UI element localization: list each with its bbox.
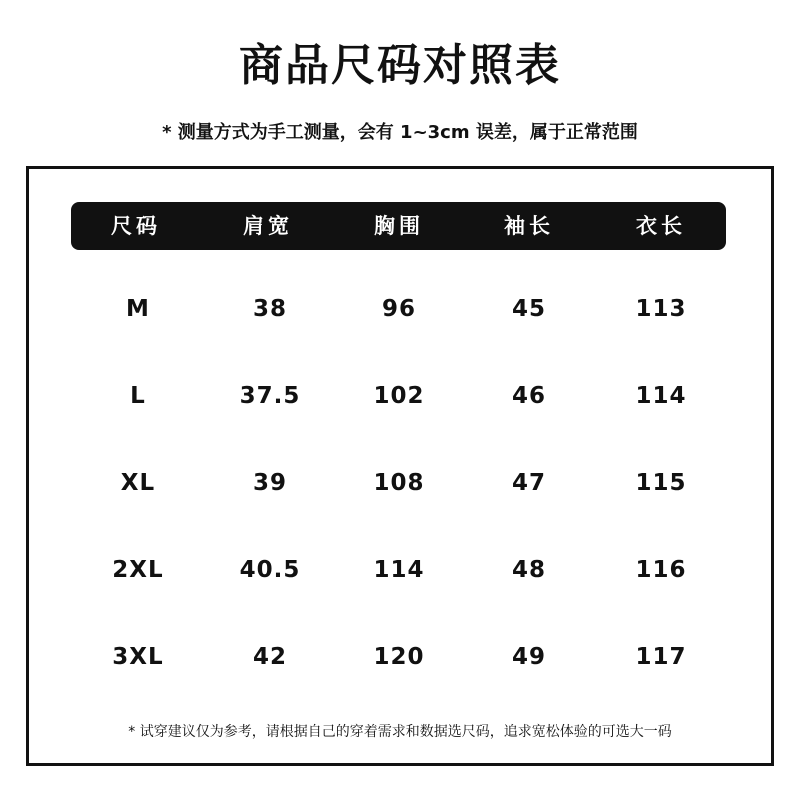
header-shoulder-width: 肩宽 bbox=[243, 214, 293, 238]
cell-size: L bbox=[130, 383, 146, 409]
cell-sleeve-length: 46 bbox=[511, 383, 546, 409]
cell-garment-length: 116 bbox=[635, 557, 687, 583]
cell-size: M bbox=[126, 296, 150, 322]
table-row bbox=[0, 289, 800, 329]
cell-shoulder-width: 40.5 bbox=[239, 557, 301, 583]
cell-chest: 108 bbox=[373, 470, 425, 496]
cell-shoulder-width: 38 bbox=[252, 296, 287, 322]
cell-shoulder-width: 37.5 bbox=[239, 383, 301, 409]
table-row bbox=[0, 463, 800, 503]
cell-sleeve-length: 47 bbox=[511, 470, 546, 496]
header-sleeve-length: 袖长 bbox=[504, 214, 554, 238]
measurement-note: * 测量方式为手工测量，会有 1~3cm 误差，属于正常范围 bbox=[162, 122, 638, 143]
table-row bbox=[0, 637, 800, 677]
header-chest: 胸围 bbox=[374, 214, 424, 238]
cell-sleeve-length: 48 bbox=[511, 557, 546, 583]
table-header bbox=[71, 202, 726, 250]
cell-garment-length: 117 bbox=[635, 644, 687, 670]
page-title: 商品尺码对照表 bbox=[239, 40, 561, 91]
cell-garment-length: 115 bbox=[635, 470, 687, 496]
cell-size: 2XL bbox=[112, 557, 164, 583]
cell-garment-length: 113 bbox=[635, 296, 687, 322]
cell-chest: 96 bbox=[381, 296, 416, 322]
table-row bbox=[0, 550, 800, 590]
cell-chest: 102 bbox=[373, 383, 425, 409]
header-size: 尺码 bbox=[111, 214, 161, 238]
header-garment-length: 衣长 bbox=[636, 214, 686, 238]
cell-sleeve-length: 49 bbox=[511, 644, 546, 670]
cell-size: 3XL bbox=[112, 644, 164, 670]
cell-shoulder-width: 39 bbox=[252, 470, 287, 496]
cell-size: XL bbox=[120, 470, 156, 496]
cell-chest: 120 bbox=[373, 644, 425, 670]
table-row bbox=[0, 376, 800, 416]
cell-chest: 114 bbox=[373, 557, 425, 583]
fit-suggestion-note: * 试穿建议仅为参考，请根据自己的穿着需求和数据选尺码，追求宽松体验的可选大一码 bbox=[128, 724, 672, 740]
cell-garment-length: 114 bbox=[635, 383, 687, 409]
cell-shoulder-width: 42 bbox=[252, 644, 287, 670]
cell-sleeve-length: 45 bbox=[511, 296, 546, 322]
